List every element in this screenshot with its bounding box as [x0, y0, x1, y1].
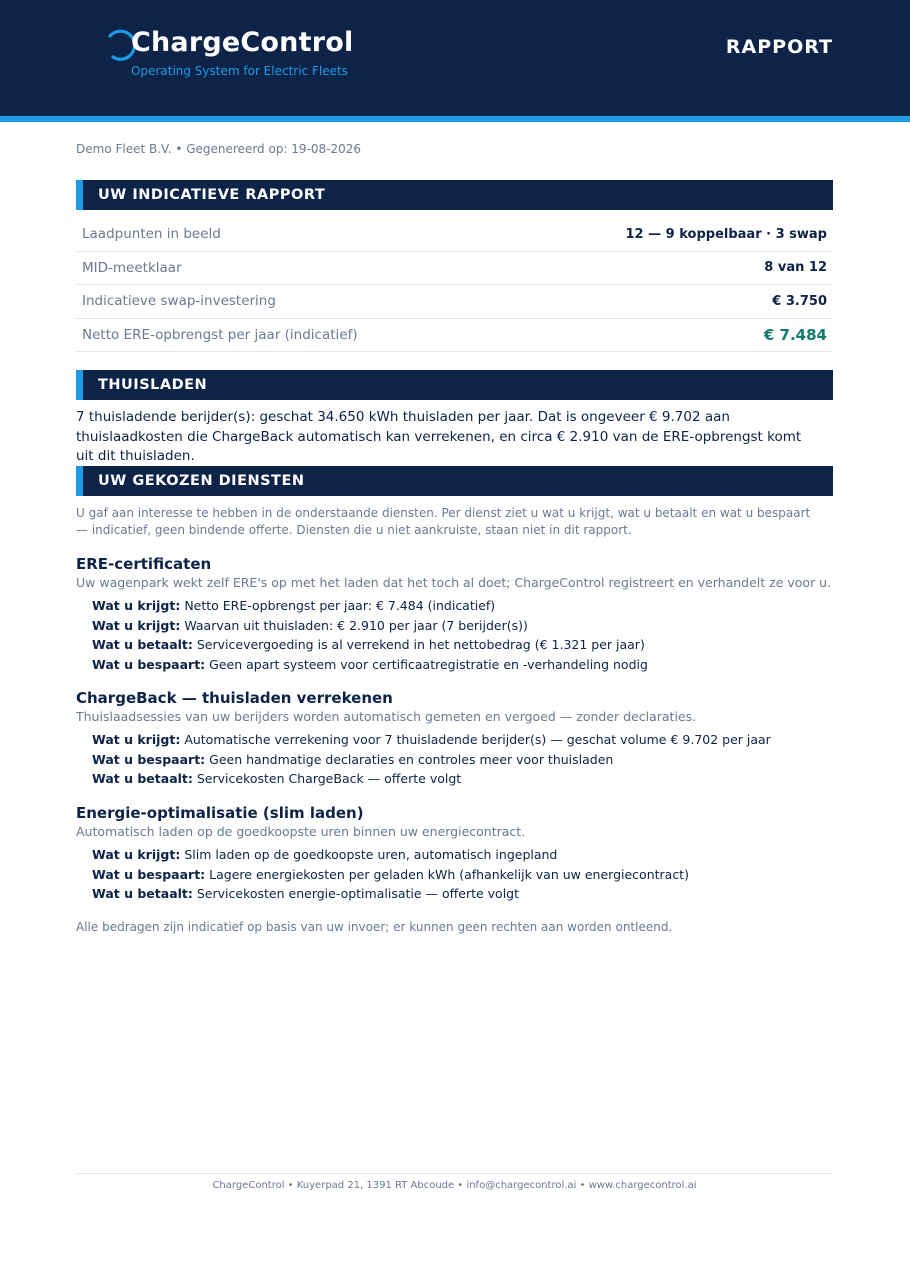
- footer-contact: ChargeControl • Kuyerpad 21, 1391 RT Abcoude • info@chargecontrol.ai • www.chargecontrol.ai: [212, 1180, 697, 1191]
- service-description: Thuislaadsessies van uw berijders worden automatisch gemeten en vergoed — zonder declaraties.: [76, 709, 697, 724]
- service-bullet: Wat u krijgt: Slim laden op de goedkoopste uren, automatisch ingepland: [92, 847, 558, 862]
- service-bullet: Wat u krijgt: Waarvan uit thuisladen: € 2.910 per jaar (7 berijder(s)): [92, 617, 528, 633]
- summary-row: [76, 218, 833, 252]
- service-bullet: Wat u betaalt: Servicekosten ChargeBack — offerte volgt: [92, 771, 462, 787]
- disclaimer: Alle bedragen zijn indicatief op basis van uw invoer; er kunnen geen rechten aan worden ontleend.: [76, 920, 673, 934]
- summary-value: 12 — 9 koppelbaar · 3 swap: [625, 226, 827, 242]
- brand-name: ChargeControl: [131, 27, 354, 58]
- summary-label: Netto ERE-opbrengst per jaar (indicatief): [82, 326, 358, 343]
- summary-row: [76, 319, 833, 353]
- brand-tagline: Operating System for Electric Fleets: [131, 64, 348, 78]
- service-block-chargeback: [76, 688, 833, 789]
- summary-value: 8 van 12: [764, 260, 827, 276]
- summary-row: [76, 252, 833, 286]
- service-block-ere: [76, 554, 833, 675]
- section-services-heading: [76, 466, 833, 496]
- service-description: Uw wagenpark wekt zelf ERE's op met het laden dat het toch al doet; ChargeControl registreert en verhandelt ze voor u.: [76, 575, 832, 590]
- service-bullet: Wat u bespaart: Geen handmatige declaraties en controles meer voor thuisladen: [92, 751, 614, 767]
- section-services-title: UW GEKOZEN DIENSTEN: [98, 473, 305, 489]
- summary-label: Indicatieve swap-investering: [82, 293, 276, 310]
- summary-table: [76, 218, 833, 352]
- report-label: RAPPORT: [725, 36, 833, 58]
- service-description: Automatisch laden op de goedkoopste uren binnen uw energiecontract.: [76, 824, 526, 839]
- summary-label: MID-meetklaar: [82, 259, 182, 276]
- report-meta: Demo Fleet B.V. • Gegenereerd op: 19-08-2026: [76, 142, 362, 156]
- service-title: ERE-certificaten: [76, 555, 212, 573]
- summary-label: Laadpunten in beeld: [82, 226, 221, 243]
- section-home-charging-title: THUISLADEN: [98, 377, 208, 393]
- service-bullet: Wat u bespaart: Lagere energiekosten per geladen kWh (afhankelijk van uw energiecontract): [92, 866, 689, 882]
- section-report-title: UW INDICATIEVE RAPPORT: [98, 187, 326, 203]
- service-bullet: Wat u betaalt: Servicekosten energie-optimalisatie — offerte volgt: [92, 886, 520, 902]
- service-bullet: Wat u krijgt: Netto ERE-opbrengst per jaar: € 7.484 (indicatief): [92, 598, 496, 613]
- section-home-charging-heading: [76, 370, 833, 400]
- services-intro: U gaf aan interesse te hebben in de onderstaande diensten. Per dienst ziet u wat u krijgt, wat u betaalt en wat u bespaart — indicatief, geen bindende offerte. Diensten die u niet aankruiste, staan niet in dit rapport.: [76, 506, 811, 537]
- summary-row: [76, 285, 833, 319]
- service-bullet: Wat u bespaart: Geen apart systeem voor certificaatregistratie en -verhandeling nodig: [92, 657, 648, 673]
- summary-value-highlight: € 7.484: [763, 325, 827, 344]
- service-title: ChargeBack — thuisladen verrekenen: [76, 689, 393, 707]
- home-charging-text: 7 thuisladende berijder(s): geschat 34.650 kWh thuisladen per jaar. Dat is ongeveer € 9.702 aan thuislaadkosten die ChargeBack automatisch kan verrekenen, en circa € 2.910 van de ERE-opbrengst komt uit dit thuisladen.: [76, 409, 802, 464]
- service-title: Energie-optimalisatie (slim laden): [76, 804, 364, 822]
- header-stripe: [0, 116, 910, 122]
- section-report-heading: [76, 180, 833, 210]
- report-header: [0, 0, 910, 116]
- summary-value: € 3.750: [772, 293, 827, 309]
- service-bullet: Wat u betaalt: Servicevergoeding is al verrekend in het nettobedrag (€ 1.321 per jaar): [92, 637, 645, 653]
- service-block-energy: [76, 803, 833, 904]
- service-bullet: Wat u krijgt: Automatische verrekening voor 7 thuisladende berijder(s) — geschat volume € 9.702 per jaar: [92, 732, 771, 747]
- footer-divider: [76, 1173, 833, 1174]
